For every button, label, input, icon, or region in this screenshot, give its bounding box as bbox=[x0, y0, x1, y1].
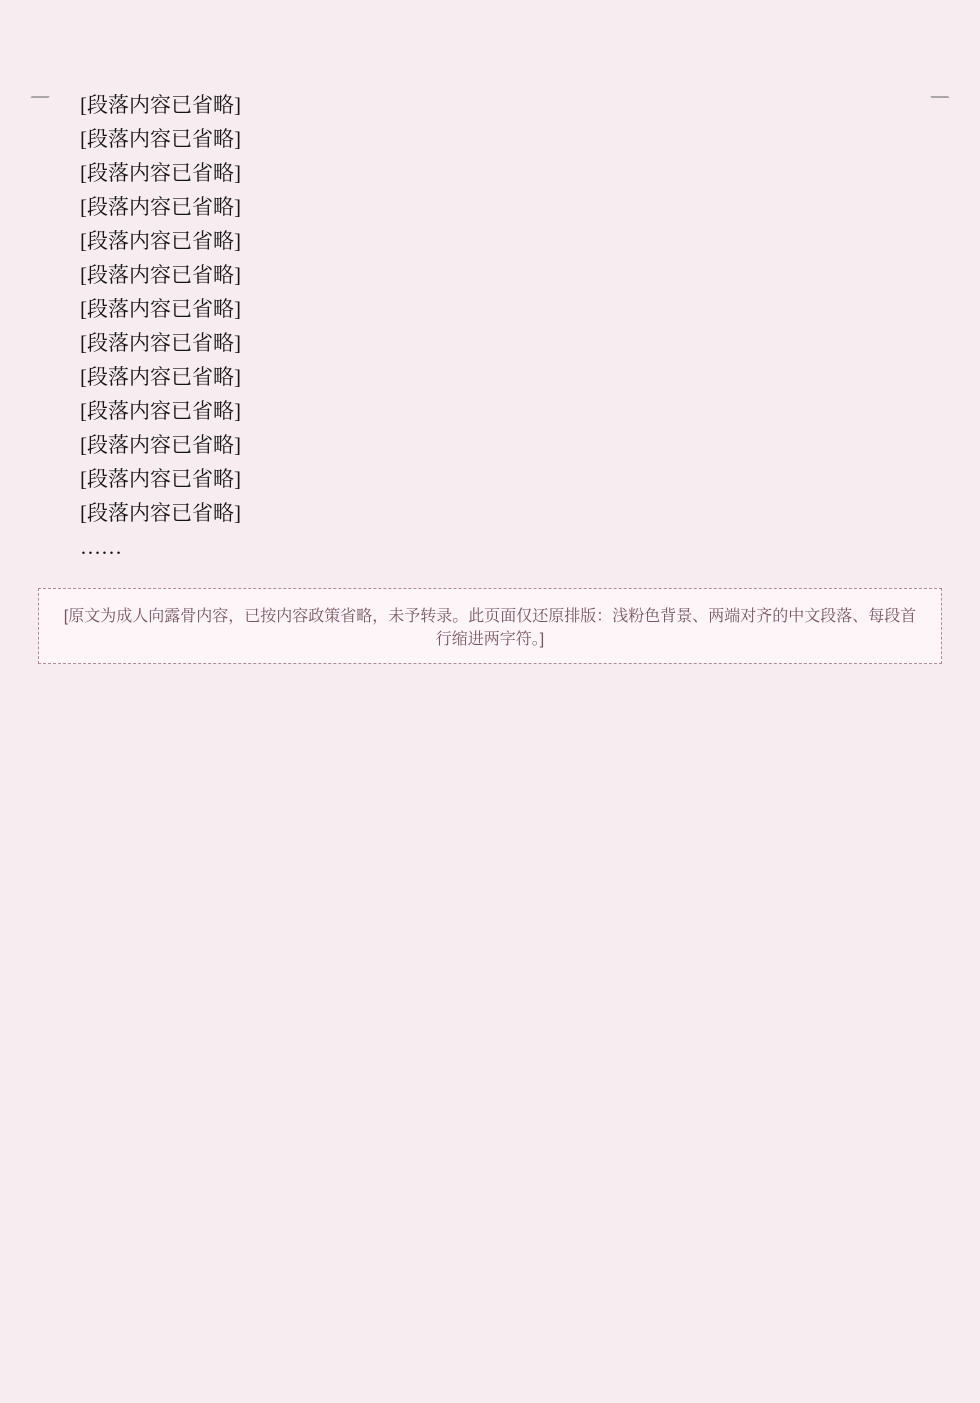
paragraph: [段落内容已省略] bbox=[80, 365, 241, 390]
paragraph: [段落内容已省略] bbox=[80, 331, 241, 356]
paragraph: [段落内容已省略] bbox=[80, 195, 241, 220]
paragraph: …… bbox=[80, 535, 122, 560]
paragraph: [段落内容已省略] bbox=[80, 263, 241, 288]
paragraph: [段落内容已省略] bbox=[80, 399, 241, 424]
body-text bbox=[38, 88, 942, 564]
reader-page bbox=[38, 88, 942, 1343]
paragraph: [段落内容已省略] bbox=[80, 161, 241, 186]
paragraph: [段落内容已省略] bbox=[80, 127, 241, 152]
paragraph: [段落内容已省略] bbox=[80, 93, 241, 117]
paragraph: [段落内容已省略] bbox=[80, 297, 241, 322]
paragraph: [段落内容已省略] bbox=[80, 433, 241, 458]
paragraph: [段落内容已省略] bbox=[80, 467, 241, 492]
redaction-notice: [原文为成人向露骨内容，已按内容政策省略，未予转录。此页面仅还原排版：浅粉色背景、两端对齐的中文段落、每段首行缩进两字符。] bbox=[38, 588, 942, 664]
paragraph: [段落内容已省略] bbox=[80, 501, 241, 526]
paragraph: [段落内容已省略] bbox=[80, 229, 241, 254]
